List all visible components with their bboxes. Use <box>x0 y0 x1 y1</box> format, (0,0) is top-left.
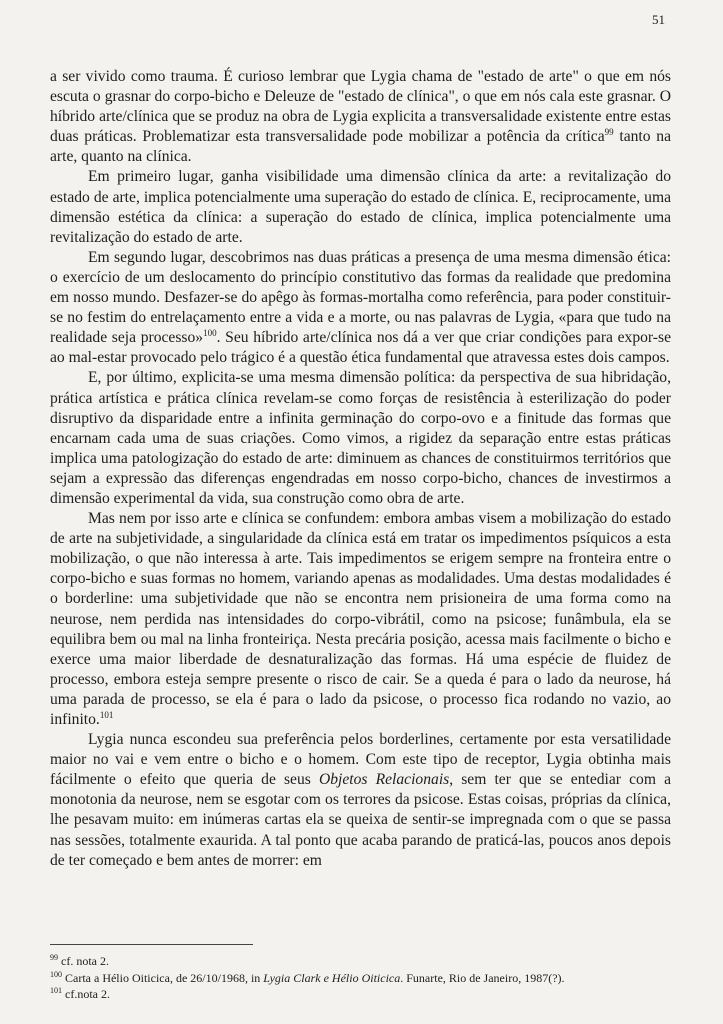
footnote-divider <box>50 944 253 945</box>
page-number: 51 <box>652 12 665 27</box>
text-run: Em primeiro lugar, ganha visibilidade uma dimensão clínica da arte: a revitalização do estado de arte, implica potencialmente uma superação do estado de clínica. E, reciprocamente, uma dimensão estética da clínica: a superação do estado de clínica, implica potencialmente uma revitalização do estado de arte. <box>50 168 671 246</box>
paragraph <box>50 730 671 871</box>
text-run: . Seu híbrido arte/clínica nos dá a ver que criar condições para expor-se ao mal-estar provocado pelo trágico é a questão ética fundamental que atravessa estes dois campos. <box>50 329 671 367</box>
text-run: E, por último, explicita-se uma mesma dimensão política: da perspectiva de sua hibridação, prática artística e prática clínica revelam-se como forças de resistência à esterilização do poder disruptivo da disparidade entre a infinita germinação do corpo-ovo e a finitude das formas que encarnam cada uma de suas criações. Como vimos, a rigidez da separação entre estas práticas implica uma patologização do estado de arte: diminuem as chances de constituirmos territórios que sejam a expressão das diferenças engendradas em nosso corpo-bicho, chances de investirmos a dimensão experimental da vida, sua construção como obra de arte. <box>50 369 671 507</box>
paragraph <box>50 167 671 247</box>
footnote-100 <box>50 970 680 987</box>
text-run: Em segundo lugar, descobrimos nas duas práticas a presença de uma mesma dimensão ética: o exercício de um deslocamento do princípio constitutivo das formas da realidade que predomina em nosso mundo. Desfazer-se do apêgo às formas-mortalha como referência, para poder constituir-se no festim do entrelaçamento entre a vida e a morte, ou nas palavras de Lygia, «para que tudo na realidade seja processo» <box>50 248 671 347</box>
footnote-ref: 100 <box>203 328 217 339</box>
footnote-ref: 101 <box>99 710 114 720</box>
footnote-italic-title: Lygia Clark e Hélio Oiticica <box>263 970 401 985</box>
paragraph <box>50 509 671 730</box>
paragraph <box>50 368 671 509</box>
footnote-number: 100 <box>50 969 62 979</box>
footnote-101 <box>50 986 680 1003</box>
footnote-text: cf.nota 2. <box>62 987 110 1001</box>
footnote-number: 99 <box>50 953 58 962</box>
text-run: tanto na arte, quanto na clínica. <box>50 128 671 166</box>
text-run: Mas nem por isso arte e clínica se confundem: embora ambas visem a mobilização do estado de arte na subjetividade, a singularidade da clínica está em tratar os impedimentos psíquicos a esta mobilização, o que não interessa à arte. Tais impedimentos se erigem sempre na fronteira entre o corpo-bicho e suas formas no homem, variando apenas as modalidades. Uma destas modalidades é o borderline: uma subjetividade que não se encontra nem prisioneira de uma forma como na neurose, nem perdida nas intensidades do corpo-vibrátil, como na psicose; funâmbula, ela se equilibra bem ou mal na linha fronteiriça. Nesta precária posição, acessa mais facilmente o bicho e exerce uma maior liberdade de desnaturalização das formas. Há uma espécie de fluidez de processo, embora esteja sempre presente o risco de cair. Se a queda é para o lado da neurose, há uma parada de processo, se ela é para o lado da psicose, o processo fica rodando no vazio, ao infinito. <box>50 510 671 728</box>
footnotes <box>50 953 680 1003</box>
footnote-text: . Funarte, Rio de Janeiro, 1987(?). <box>400 970 565 985</box>
text-run: Lygia nunca escondeu sua preferência pelos borderlines, certamente por esta versatilidade maior no vai e vem entre o bicho e o homem. Com este tipo de receptor, Lygia obtinha mais fácilmente o efeito que queria de seus <box>50 731 671 789</box>
footnote-number: 101 <box>50 986 62 995</box>
italic-title: Objetos Relacionais <box>318 771 450 789</box>
text-run: a ser vivido como trauma. É curioso lembrar que Lygia chama de "estado de arte" o que em nós escuta o grasnar do corpo-bicho e Deleuze de "estado de clínica", o que em nós cala este grasnar. O híbrido arte/clínica que se produz na obra de Lygia explicita a transversalidade existente entre estas duas práticas. Problematizar esta transversalidade pode mobilizar a potência da crítica <box>50 68 671 146</box>
footnote-99 <box>50 953 680 970</box>
paragraph <box>50 248 671 369</box>
body-text <box>50 67 671 871</box>
paragraph <box>50 67 671 167</box>
footnote-text: cf. nota 2. <box>58 954 109 968</box>
text-run: , sem ter que se entediar com a monotonia da neurose, nem se esgotar com os terrores da psicose. Estas coisas, próprias da clínica, lhe pesavam muito: em inúmeras cartas ela se queixa de sentir-se impregnada com o que se passa nas sessões, totalmente exaurida. A tal ponto que acaba parando de praticá-las, poucos anos depois de ter começado e bem antes de morrer: em <box>50 771 671 869</box>
footnote-text: Carta a Hélio Oiticica, de 26/10/1968, in <box>62 970 264 985</box>
footnote-ref: 99 <box>604 127 614 138</box>
